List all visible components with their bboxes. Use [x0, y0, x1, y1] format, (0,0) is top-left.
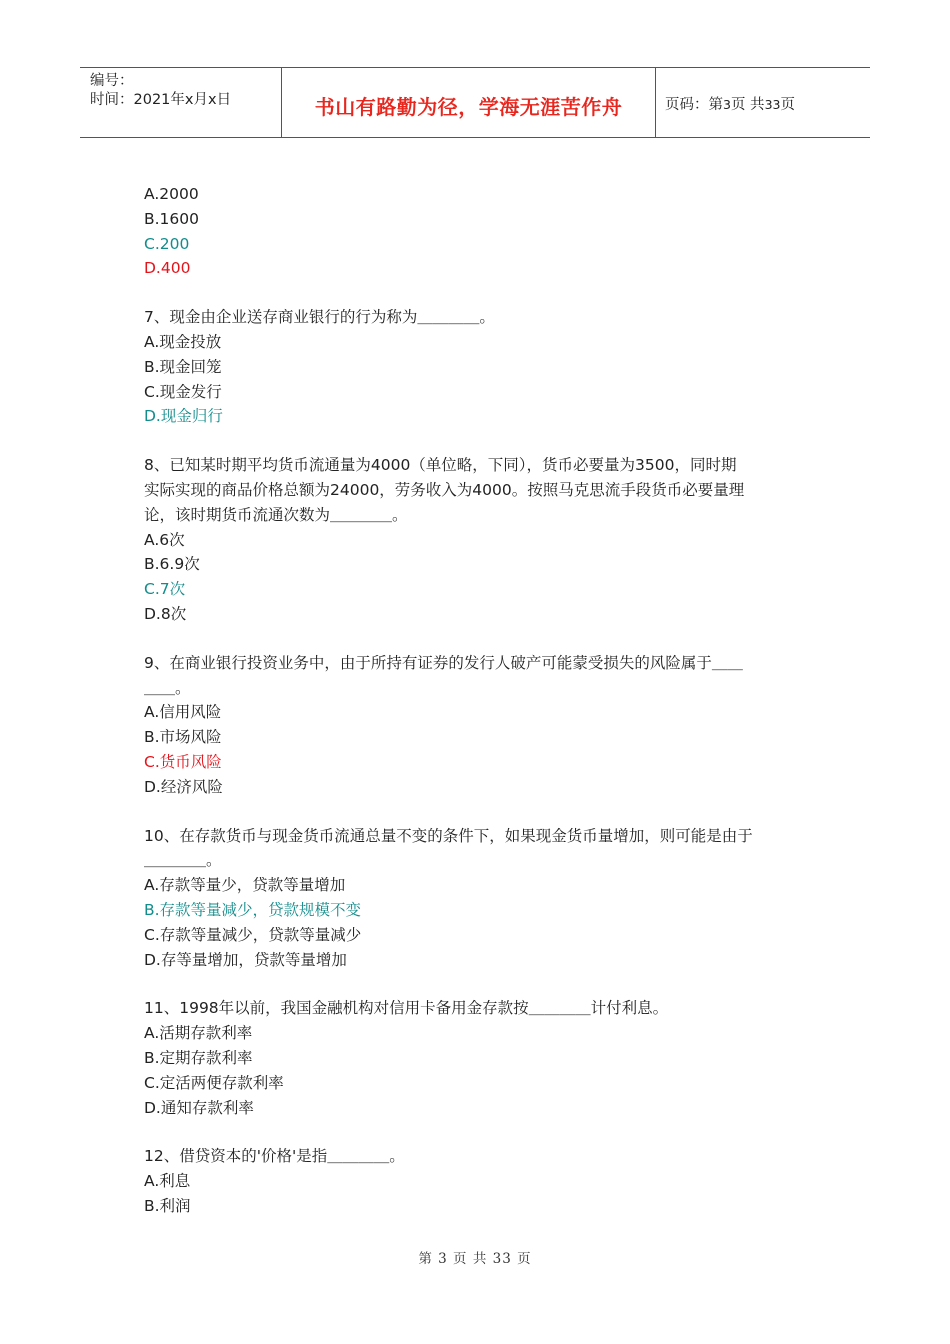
- option-c: C.存款等量减少，贷款等量减少: [144, 925, 362, 944]
- page-total: 33: [764, 97, 781, 112]
- option-d: D.8次: [144, 604, 187, 623]
- page-prefix: 页码：第: [665, 97, 723, 113]
- question-block: [144, 824, 834, 973]
- header-meta: [90, 72, 231, 110]
- option-a: A.存款等量少，贷款等量增加: [144, 876, 346, 895]
- option-c: C.现金发行: [144, 382, 222, 401]
- option-b: B.市场风险: [144, 728, 222, 747]
- question-stem: 8、已知某时期平均货币流通量为4000（单位略，下同），货币必要量为3500，同时期: [144, 456, 737, 475]
- option-c: C.货币风险: [144, 752, 222, 771]
- question-block: [144, 453, 834, 627]
- question-stem: 9、在商业银行投资业务中，由于所持有证券的发行人破产可能蒙受损失的风险属于＿＿: [144, 653, 743, 672]
- option-b: B.现金回笼: [144, 357, 222, 376]
- option-c: C.定活两便存款利率: [144, 1073, 284, 1092]
- option-d: D.通知存款利率: [144, 1098, 254, 1117]
- option-b: B.定期存款利率: [144, 1048, 253, 1067]
- question-stem: 12、借贷资本的'价格'是指＿＿＿＿。: [144, 1147, 405, 1166]
- page-current: 3: [723, 97, 731, 112]
- page-header: [80, 67, 870, 138]
- option-d: D.存等量增加，贷款等量增加: [144, 950, 347, 969]
- option-d: D.400: [144, 259, 191, 278]
- question-block: [144, 996, 834, 1120]
- question-block: [144, 1144, 834, 1218]
- header-divider: [655, 68, 656, 137]
- question-block: [144, 651, 834, 800]
- option-c: C.7次: [144, 580, 186, 599]
- option-b: B.6.9次: [144, 555, 200, 574]
- option-a: A.活期存款利率: [144, 1024, 253, 1043]
- option-b: B.存款等量减少，贷款规模不变: [144, 900, 362, 919]
- option-a: A.现金投放: [144, 332, 222, 351]
- option-d: D.经济风险: [144, 777, 223, 796]
- page-suffix: 页: [780, 97, 795, 113]
- date-label: 时间：2021年x月x日: [90, 92, 232, 108]
- question-stem: 10、在存款货币与现金货币流通总量不变的条件下，如果现金货币量增加，则可能是由于: [144, 826, 753, 845]
- document-body: [144, 182, 834, 1219]
- option-b: B.1600: [144, 209, 200, 228]
- header-page-number: [665, 93, 795, 114]
- question-block: [144, 182, 834, 281]
- question-stem: ＿＿。: [144, 678, 191, 697]
- option-a: A.6次: [144, 530, 185, 549]
- option-a: A.2000: [144, 185, 199, 203]
- question-stem: ＿＿＿＿。: [144, 851, 222, 870]
- question-block: [144, 305, 834, 429]
- option-b: B.利润: [144, 1196, 191, 1215]
- page-footer: 第 3 页 共 33 页: [418, 1251, 532, 1267]
- question-stem: 论，该时期货币流通次数为＿＿＿＿。: [144, 505, 408, 524]
- serial-label: 编号：: [90, 73, 134, 89]
- header-motto: 书山有路勤为径，学海无涯苦作舟: [314, 95, 623, 119]
- option-a: A.利息: [144, 1172, 191, 1191]
- option-c: C.200: [144, 234, 190, 253]
- question-stem: 实际实现的商品价格总额为24000，劳务收入为4000。按照马克思流手段货币必要量理: [144, 480, 745, 499]
- option-d: D.现金归行: [144, 407, 223, 426]
- option-a: A.信用风险: [144, 703, 222, 722]
- page-mid: 页 共: [730, 97, 765, 113]
- question-stem: 11、1998年以前，我国金融机构对信用卡备用金存款按＿＿＿＿计付利息。: [144, 999, 669, 1018]
- question-stem: 7、现金由企业送存商业银行的行为称为＿＿＿＿。: [144, 308, 495, 327]
